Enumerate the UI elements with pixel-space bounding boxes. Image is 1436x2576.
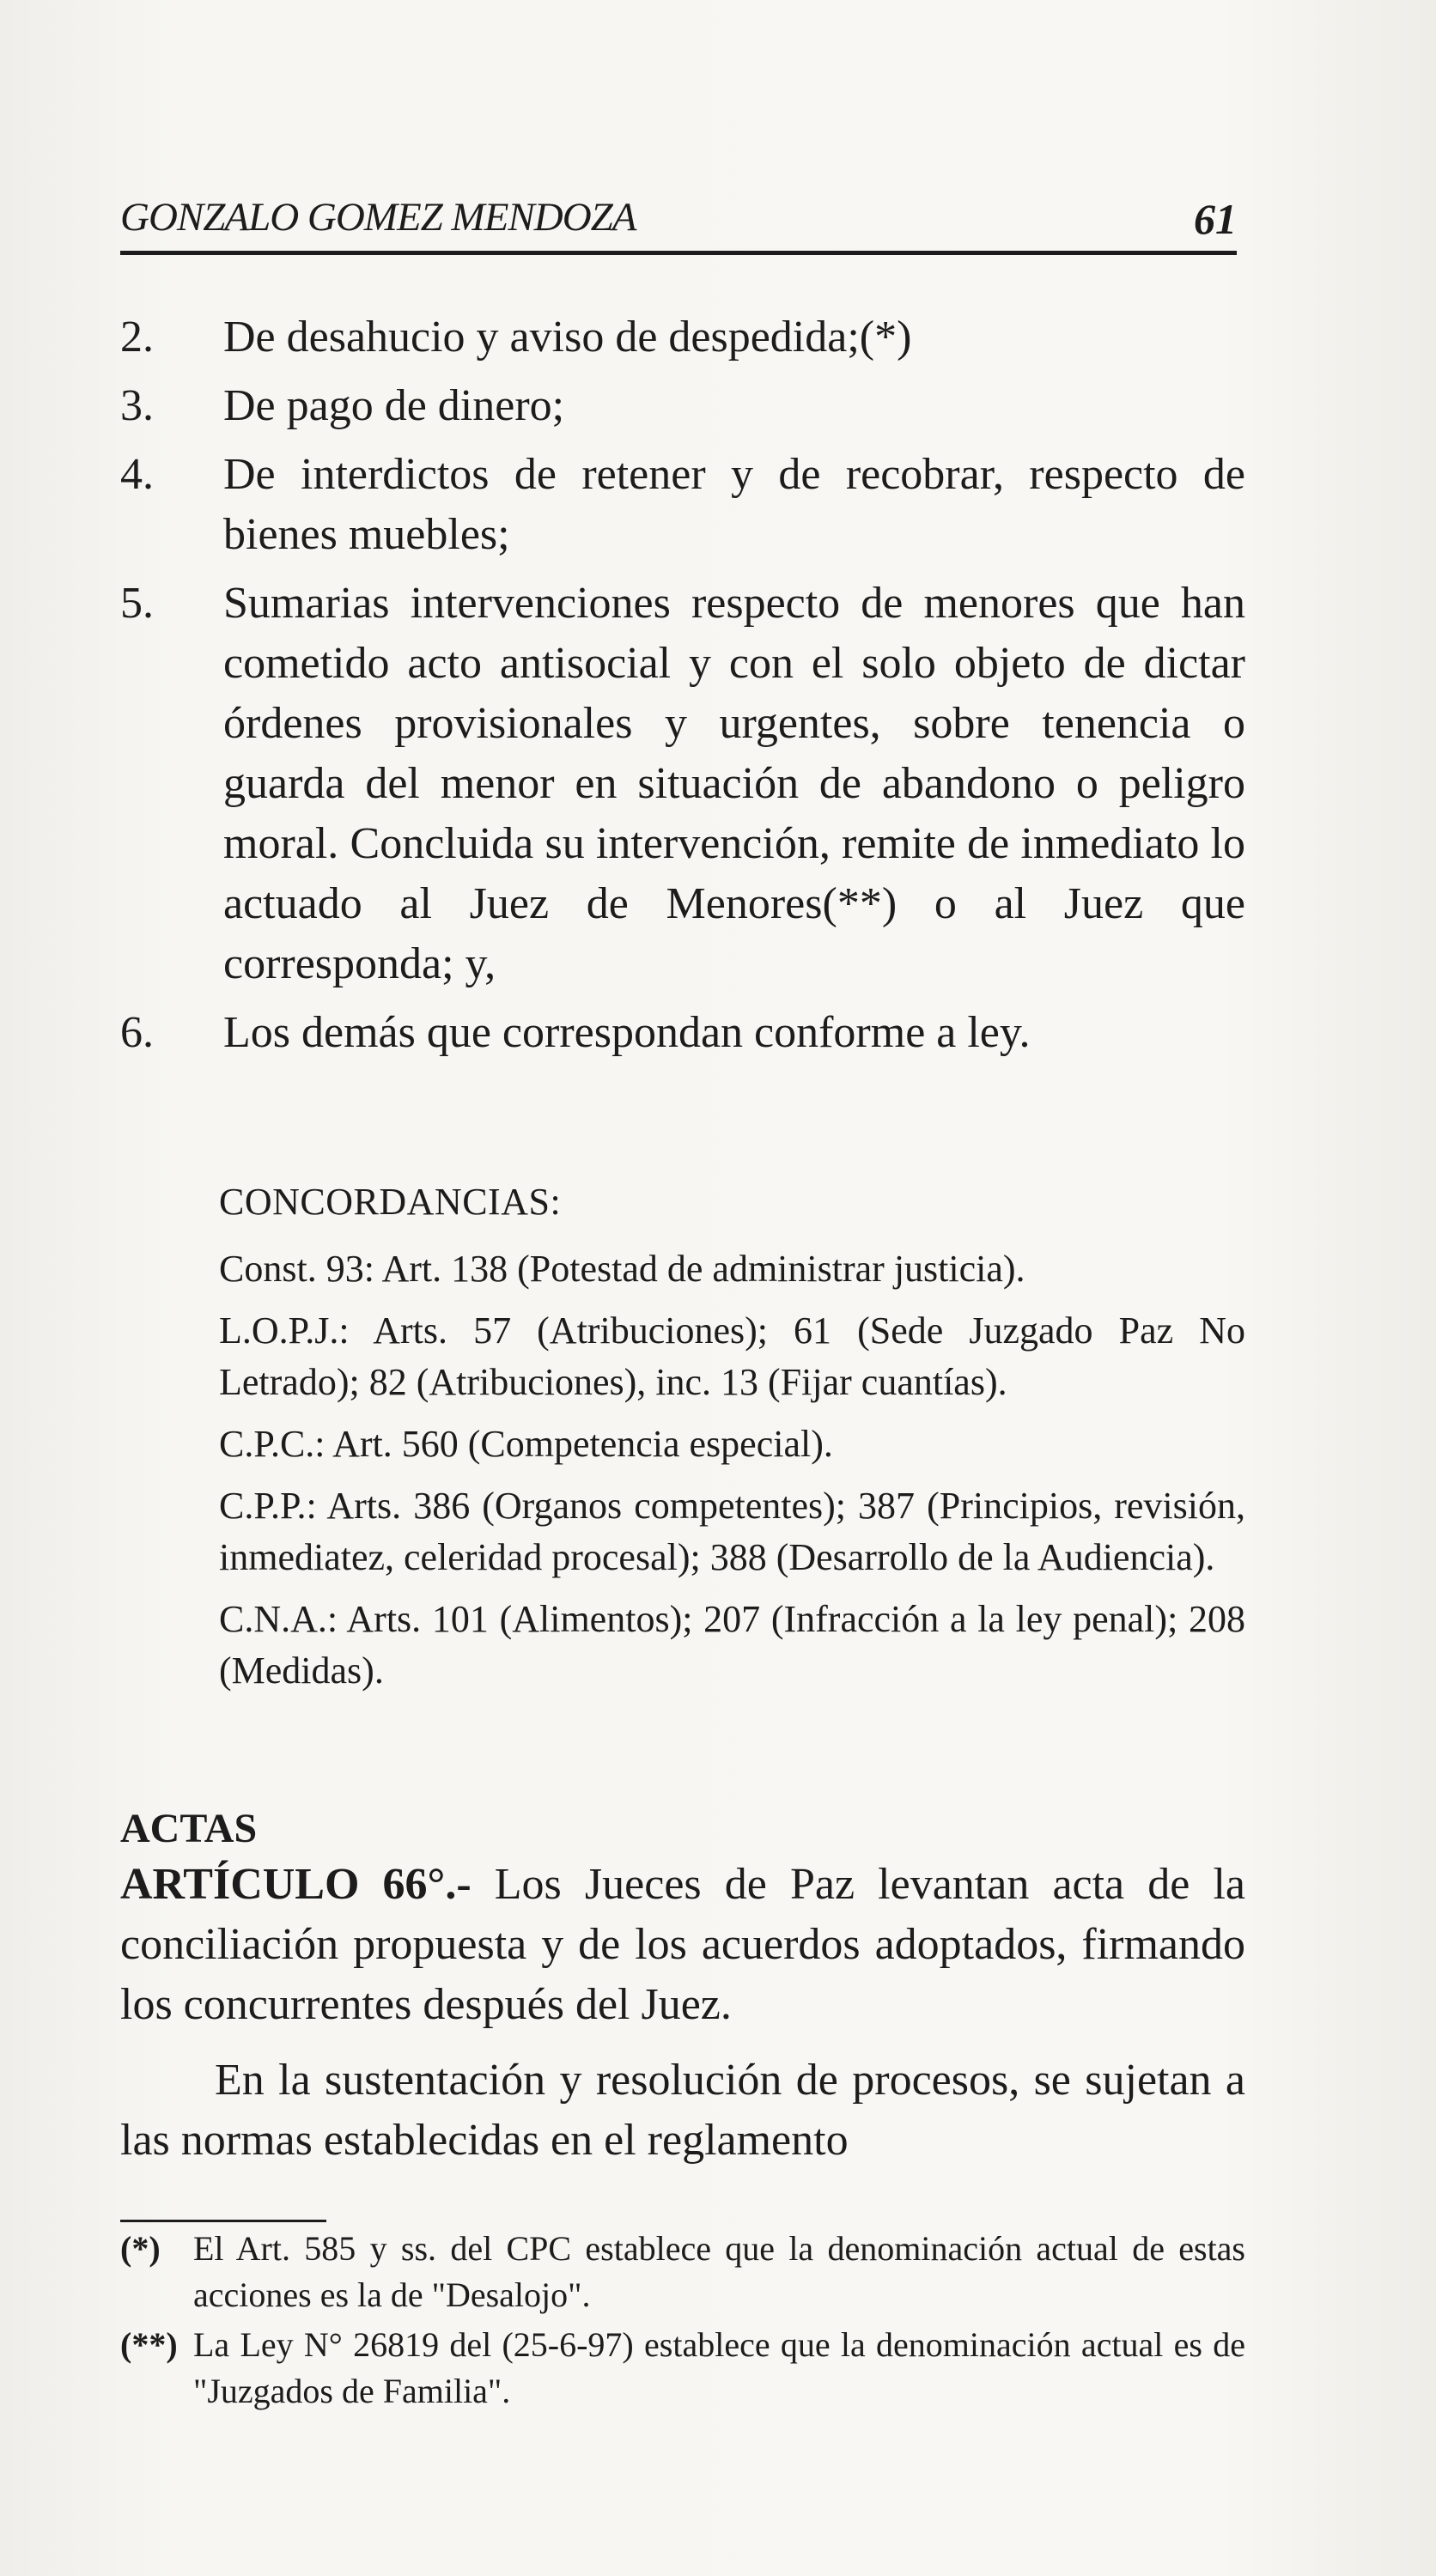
list-item-text: De desahucio y aviso de despedida;(*): [223, 313, 912, 361]
list-item-number: 3.: [120, 381, 154, 430]
list-item: [120, 445, 1245, 565]
section-heading: ACTAS: [120, 1806, 258, 1851]
list-item: [120, 1003, 1245, 1063]
list-item: [120, 574, 1245, 994]
body-paragraph: En la sustentación y resolución de procesos, se sujetan a las normas establecidas en el reglamento: [120, 2056, 1245, 2165]
footnote: [120, 2322, 1245, 2415]
concordancia-entry: Const. 93: Art. 138 (Potestad de administrar justicia).: [219, 1248, 1025, 1290]
footnote-text: El Art. 585 y ss. del CPC establece que la denominación actual de estas acciones es la de "Desalojo".: [193, 2229, 1245, 2314]
footnotes: [120, 2226, 1245, 2418]
list-item-text: Los demás que correspondan conforme a ley.: [223, 1008, 1031, 1057]
concordancia-entry: L.O.P.J.: Arts. 57 (Atribuciones); 61 (Sede Juzgado Paz No Letrado); 82 (Atribuciones), inc. 13 (Fijar cuantías).: [219, 1309, 1245, 1403]
page-header: [120, 191, 1237, 255]
list-item-number: 4.: [120, 450, 154, 499]
article-text: Los Jueces de Paz levantan acta de la conciliación propuesta y de los acuerdos adoptados, firmando los concurrentes después del Juez.: [120, 1860, 1245, 2029]
footnote-divider: [120, 2220, 326, 2222]
list-item-number: 6.: [120, 1008, 154, 1057]
article-paragraph: [120, 1855, 1245, 2035]
footnote-mark: (*): [120, 2229, 161, 2268]
concordancia-entry: C.P.C.: Art. 560 (Competencia especial).: [219, 1423, 833, 1465]
concordancia-entry: C.P.P.: Arts. 386 (Organos competentes); 387 (Principios, revisión, inmediatez, celeridad procesal); 388 (Desarrollo de la Audiencia).: [219, 1485, 1245, 1578]
running-head: GONZALO GOMEZ MENDOZA: [120, 195, 636, 240]
actas-section: [120, 1803, 1245, 2171]
list-item-text: Sumarias intervenciones respecto de menores que han cometido acto antisocial y con el solo objeto de dictar órdenes provisionales y urgentes, sobre tenencia o guarda del menor en situación de abandono o peligro moral. Concluida su intervención, remite de inmediato lo actuado al Juez de Menores(**) o al Juez que corresponda; y,: [223, 579, 1245, 988]
concordancia-entry: C.N.A.: Arts. 101 (Alimentos); 207 (Infracción a la ley penal); 208 (Medidas).: [219, 1598, 1245, 1692]
list-item-number: 5.: [120, 579, 154, 628]
list-item-text: De interdictos de retener y de recobrar, respecto de bienes muebles;: [223, 450, 1245, 559]
footnote-mark: (**): [120, 2325, 178, 2364]
footnote-text: La Ley N° 26819 del (25-6-97) establece que la denominación actual es de "Juzgados de Familia".: [193, 2325, 1245, 2410]
list-item-text: De pago de dinero;: [223, 381, 565, 430]
numbered-list: [120, 307, 1245, 1072]
page-number: 61: [1194, 195, 1237, 243]
concordancias-title: CONCORDANCIAS:: [219, 1181, 562, 1223]
list-item: [120, 307, 1245, 368]
list-item-number: 2.: [120, 313, 154, 361]
article-label: ARTÍCULO 66°.-: [120, 1860, 472, 1909]
concordancias-section: [219, 1176, 1245, 1707]
footnote: [120, 2226, 1245, 2318]
list-item: [120, 376, 1245, 436]
